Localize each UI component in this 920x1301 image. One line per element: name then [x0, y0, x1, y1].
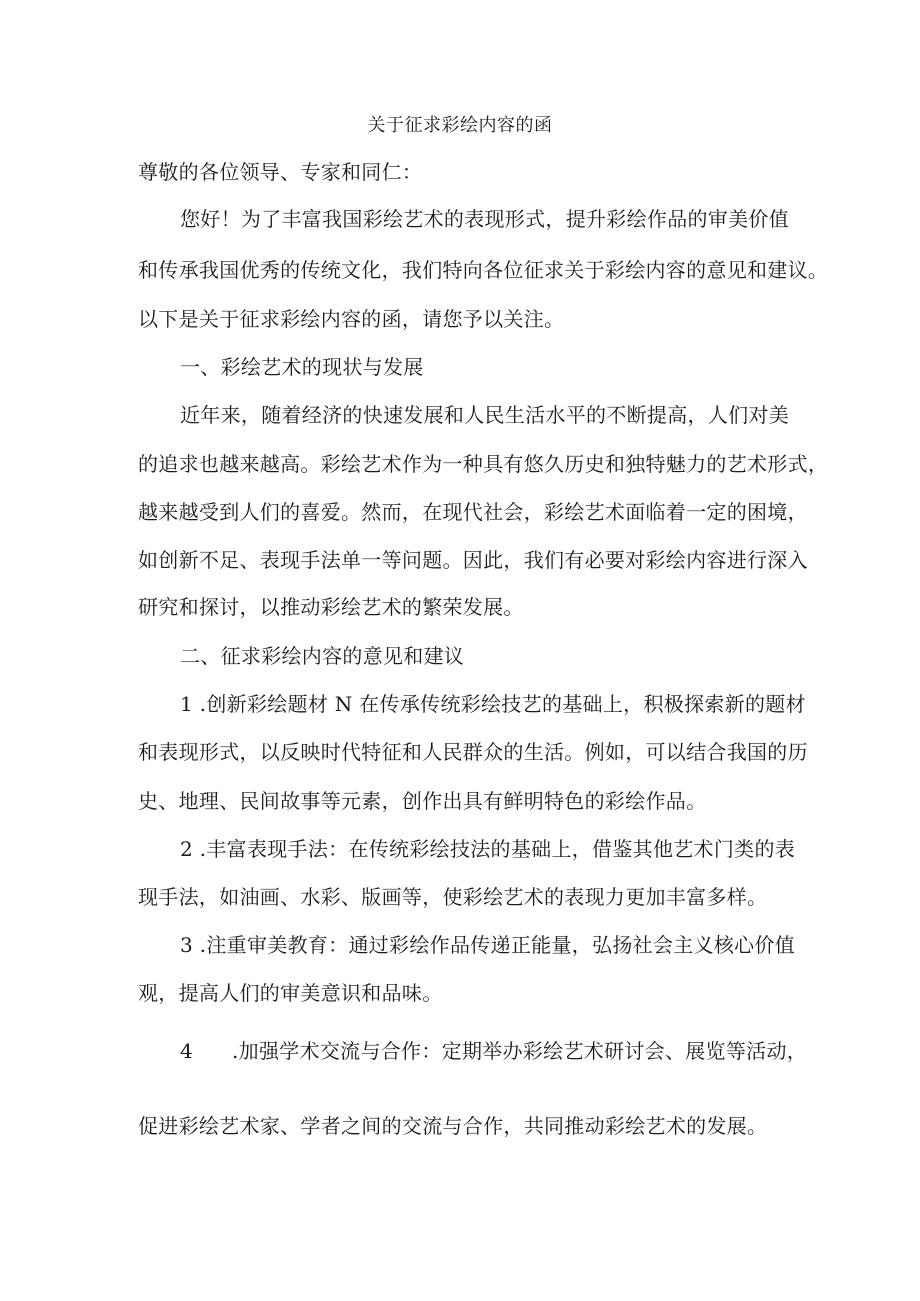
intro-line-2: 和传承我国优秀的传统文化，我们特向各位征求关于彩绘内容的意见和建议。	[138, 258, 829, 282]
section-1-line-1: 近年来，随着经济的快速发展和人民生活水平的不断提高，人们对美	[180, 403, 789, 427]
section-1-heading: 一、彩绘艺术的现状与发展	[180, 355, 424, 379]
salutation: 尊敬的各位领导、专家和同仁：	[138, 160, 423, 184]
section-1-line-5: 研究和探讨，以推动彩绘艺术的繁荣发展。	[138, 595, 524, 619]
section-1-line-3: 越来越受到人们的喜爱。然而，在现代社会，彩绘艺术面临着一定的困境，	[138, 500, 808, 524]
intro-line-1: 您好！为了丰富我国彩绘艺术的表现形式，提升彩绘作品的审美价值	[180, 207, 789, 231]
item-2-line-2: 现手法，如油画、水彩、版画等，使彩绘艺术的表现力更加丰富多样。	[138, 885, 768, 909]
item-4-line-2: 促进彩绘艺术家、学者之间的交流与合作，共同推动彩绘艺术的发展。	[138, 1114, 768, 1138]
item-1-line-2: 和表现形式，以反映时代特征和人民群众的生活。例如，可以结合我国的历	[138, 740, 808, 764]
item-4-text: .加强学术交流与合作：定期举办彩绘艺术研讨会、展览等活动，	[232, 1039, 808, 1063]
item-4-number: 4	[180, 1039, 194, 1063]
section-1-line-2: 的追求也越来越高。彩绘艺术作为一种具有悠久历史和独特魅力的艺术形式，	[138, 452, 829, 476]
item-4-line-1	[180, 1037, 840, 1065]
item-1-line-1: 1 .创新彩绘题材 N 在传承传统彩绘技艺的基础上，积极探索新的题材	[180, 692, 806, 716]
item-3-line-2: 观，提高人们的审美意识和品味。	[138, 981, 443, 1005]
item-3-line-1: 3 .注重审美教育：通过彩绘作品传递正能量，弘扬社会主义核心价值	[180, 933, 796, 957]
section-1-line-4: 如创新不足、表现手法单一等问题。因此，我们有必要对彩绘内容进行深入	[138, 548, 808, 572]
item-2-line-1: 2 .丰富表现手法：在传统彩绘技法的基础上，借鉴其他艺术门类的表	[180, 837, 796, 861]
document-title: 关于征求彩绘内容的函	[367, 115, 553, 136]
section-2-heading: 二、征求彩绘内容的意见和建议	[180, 644, 465, 668]
item-1-line-3: 史、地理、民间故事等元素，创作出具有鲜明特色的彩绘作品。	[138, 789, 707, 813]
intro-line-3: 以下是关于征求彩绘内容的函，请您予以关注。	[138, 307, 565, 331]
